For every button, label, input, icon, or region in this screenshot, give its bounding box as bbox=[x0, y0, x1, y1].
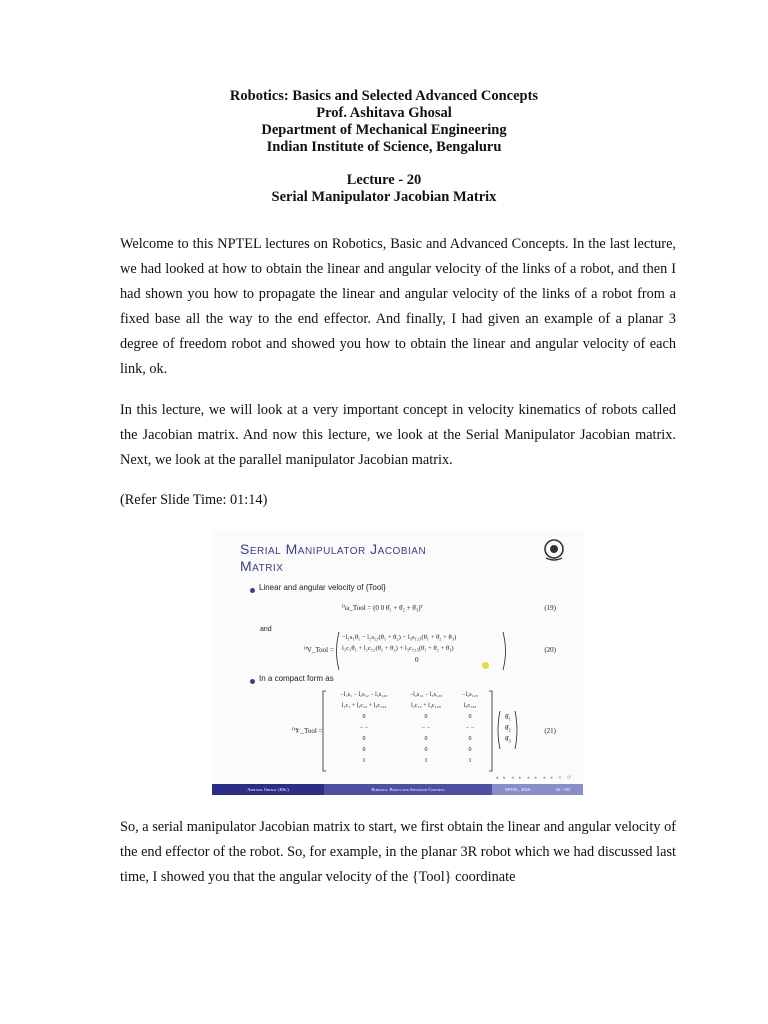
equation-21-number: (21) bbox=[544, 727, 556, 735]
paragraph-overview: In this lecture, we will look at a very important concept in velocity kinematics of robots called the Jacobian matrix. And now this lecture, we look at the Serial Manipulator Jacobian matrix. Next, we look at the parallel manipulator Jacobian matrix. bbox=[120, 402, 676, 468]
matrix-cell: l₁c₁ + l₂c₁₂ + l₃c₁₂₃ bbox=[341, 703, 387, 709]
slide-title-line2: Matrix bbox=[240, 558, 284, 574]
matrix-cell: l₂c₁₂ + l₃c₁₂₃ bbox=[411, 703, 441, 709]
jacobian-matrix bbox=[328, 692, 488, 769]
vector-entry: θ̇₃ bbox=[505, 735, 511, 743]
slide-time-reference: (Refer Slide Time: 01:14) bbox=[120, 492, 268, 508]
equation-20-row3: 0 bbox=[415, 656, 419, 664]
matrix-cell: 0 bbox=[468, 714, 472, 720]
joint-rate-vector bbox=[502, 713, 514, 746]
equation-19-number: (19) bbox=[544, 604, 556, 612]
pointer-cursor-icon bbox=[482, 662, 489, 669]
matrix-row bbox=[328, 758, 488, 769]
eq20-right-paren bbox=[502, 631, 508, 671]
matrix-cell: − − bbox=[359, 725, 369, 731]
matrix-cell: 1 bbox=[362, 758, 366, 764]
matrix-cell: 0 bbox=[468, 747, 472, 753]
vector-left-paren bbox=[496, 710, 501, 750]
iisc-logo-icon bbox=[543, 538, 565, 562]
matrix-cell: − − bbox=[421, 725, 431, 731]
matrix-row bbox=[328, 747, 488, 758]
matrix-left-bracket bbox=[322, 690, 327, 772]
equation-21-lhs: ⁰𝒱_Tool = bbox=[292, 727, 323, 735]
matrix-cell: l₃c₁₂₃ bbox=[463, 703, 477, 709]
slide-title-line1: Serial Manipulator Jacobian bbox=[240, 541, 427, 557]
matrix-cell: 0 bbox=[362, 714, 366, 720]
equation-20-number: (20) bbox=[544, 646, 556, 654]
matrix-cell: 0 bbox=[424, 714, 428, 720]
matrix-right-bracket bbox=[488, 690, 493, 772]
course-title: Robotics: Basics and Selected Advanced Concepts bbox=[229, 88, 539, 104]
matrix-row bbox=[328, 692, 488, 703]
paragraph-explanation: So, a serial manipulator Jacobian matrix to start, we first obtain the linear and angular velocity of the end effector of the robot. So, for example, in the planar 3R robot which we had discussed last time, I showed you that the angular velocity of the {Tool} coordinate bbox=[120, 819, 676, 885]
slide-nav-controls[interactable]: ◂ ▸ ◂ ▸ ◂ ▸ ◂ ▸ ≡ ↺ bbox=[495, 775, 573, 781]
department-name: Department of Mechanical Engineering bbox=[261, 122, 507, 138]
matrix-cell: 1 bbox=[424, 758, 428, 764]
matrix-cell: −l₁s₁ − l₂s₁₂ − l₃s₁₂₃ bbox=[340, 692, 388, 698]
equation-20-row1: −l₁s₁θ̇₁ − l₂s₁₂(θ̇₁ + θ̇₂) − l₃s₁₂₃(θ̇₁ + θ̇₂ + θ̇₃) bbox=[342, 634, 457, 641]
lecture-slide bbox=[212, 530, 583, 795]
lecture-number: Lecture - 20 bbox=[346, 172, 422, 188]
footer-right bbox=[492, 784, 583, 795]
matrix-cell: 0 bbox=[362, 736, 366, 742]
paragraph-intro: Welcome to this NPTEL lectures on Robotics, Basic and Advanced Concepts. In the last lecture, we had looked at how to obtain the linear and angular velocity of the links of a robot, and then I had shown you how to propagate the linear and angular velocity of the links of a robot from a fixed base all the way to the end effector. And finally, I had given an example of a planar 3 degree of freedom robot and showed you how to obtain the linear and angular velocity of each link, ok. bbox=[120, 236, 676, 377]
equation-20-row2: l₁c₁θ̇₁ + l₂c₁₂(θ̇₁ + θ̇₂) + l₃c₁₂₃(θ̇₁ + θ̇₂ + θ̇₃) bbox=[342, 645, 454, 652]
matrix-cell: 0 bbox=[424, 736, 428, 742]
professor-name: Prof. Ashitava Ghosal bbox=[316, 105, 452, 121]
footer-author: Ashitava Ghosal (IISc) bbox=[212, 784, 324, 795]
footer-venue: NPTEL, 2020 bbox=[504, 787, 530, 792]
slide-and-label: and bbox=[260, 626, 272, 633]
matrix-row bbox=[328, 714, 488, 725]
matrix-cell: 0 bbox=[468, 736, 472, 742]
matrix-cell: −l₃s₁₂₃ bbox=[462, 692, 478, 698]
vector-entry: θ̇₁ bbox=[505, 713, 511, 721]
matrix-cell: −l₂s₁₂ − l₃s₁₂₃ bbox=[409, 692, 443, 698]
vector-entry: θ̇₂ bbox=[505, 724, 511, 732]
matrix-cell: 1 bbox=[468, 758, 472, 764]
bullet-dot bbox=[250, 588, 255, 593]
slide-bullet-velocity: Linear and angular velocity of {Tool} bbox=[259, 583, 386, 592]
footer-page: 26 / 103 bbox=[555, 787, 571, 792]
matrix-cell: 0 bbox=[424, 747, 428, 753]
matrix-row bbox=[328, 703, 488, 714]
matrix-cell: − − bbox=[465, 725, 475, 731]
bullet-dot bbox=[250, 679, 255, 684]
slide-footer bbox=[212, 784, 583, 795]
matrix-cell: 0 bbox=[362, 747, 366, 753]
lecture-title: Serial Manipulator Jacobian Matrix bbox=[271, 189, 497, 205]
eq20-left-paren bbox=[334, 631, 340, 671]
footer-course: Robotics: Basics and Advanced Concepts bbox=[324, 784, 492, 795]
institute-name: Indian Institute of Science, Bengaluru bbox=[266, 139, 502, 155]
slide-bullet-compact: In a compact form as bbox=[259, 674, 334, 683]
matrix-row bbox=[328, 725, 488, 736]
matrix-row bbox=[328, 736, 488, 747]
equation-20-lhs: ⁰V_Tool = bbox=[304, 646, 334, 654]
equation-19: ⁰ω_Tool = (0 0 θ̇₁ + θ̇₂ + θ̇₃)ᵀ bbox=[342, 604, 424, 612]
vector-right-paren bbox=[514, 710, 519, 750]
